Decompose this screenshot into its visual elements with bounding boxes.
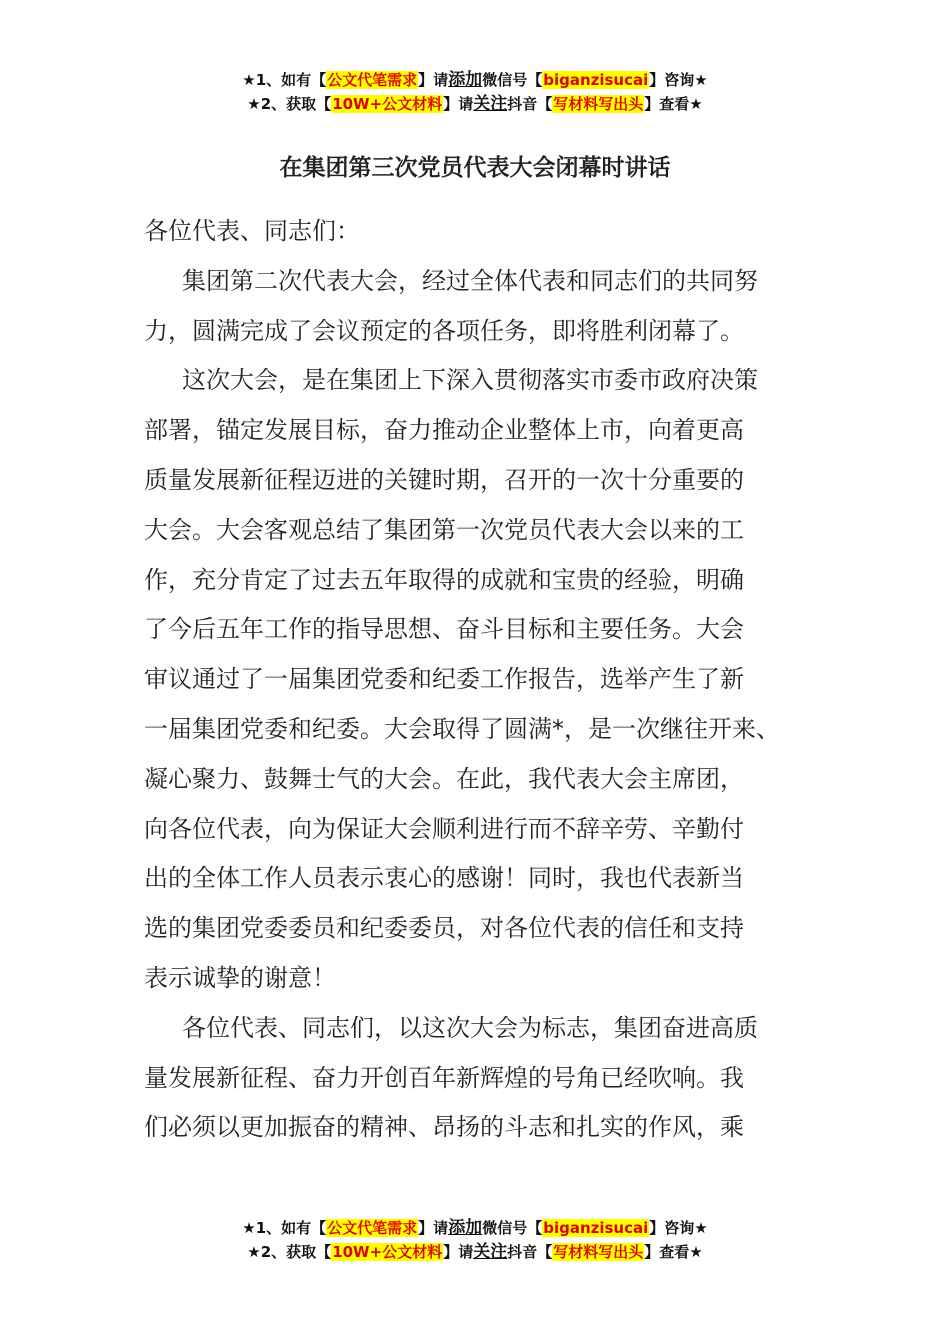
banner-text: 】请 <box>443 95 474 113</box>
text-line: 大会。大会客观总结了集团第一次党员代表大会以来的工 <box>144 515 744 544</box>
highlight-text: biganzisucai <box>543 1219 649 1237</box>
document-body <box>144 207 824 1153</box>
banner-text: ★1、如有【 <box>242 1219 327 1237</box>
emphasis-text: 关注 <box>473 94 508 114</box>
text-line: 出的全体工作人员表示衷心的感谢！同时，我也代表新当 <box>144 864 744 893</box>
text-line: 作，充分肯定了过去五年取得的成就和宝贵的经验，明确 <box>144 565 744 594</box>
paragraph <box>144 356 824 1003</box>
paragraph <box>144 257 824 357</box>
banner-text: 微信号【 <box>482 1219 543 1237</box>
highlight-text: 写材料写出头 <box>553 95 644 113</box>
banner-text: 】查看★ <box>644 95 703 113</box>
banner-text: 】查看★ <box>644 1243 703 1261</box>
banner-text: 】请 <box>443 1243 474 1261</box>
footer-banner <box>0 1216 950 1264</box>
highlight-text: 写材料写出头 <box>553 1243 644 1261</box>
banner-text: 】请 <box>418 71 449 89</box>
banner-text: 抖音【 <box>507 1243 553 1261</box>
text-line: 一届集团党委和纪委。大会取得了圆满*，是一次继往开来、 <box>144 714 780 743</box>
text-line: 各位代表、同志们，以这次大会为标志，集团奋进高质 <box>182 1013 758 1042</box>
banner-line-1 <box>0 1216 950 1240</box>
text-line: 了今后五年工作的指导思想、奋斗目标和主要任务。大会 <box>144 615 744 644</box>
text-line: 选的集团党委委员和纪委委员，对各位代表的信任和支持 <box>144 914 744 943</box>
highlight-text: biganzisucai <box>543 71 649 89</box>
emphasis-text: 关注 <box>473 1242 508 1262</box>
text-line: 审议通过了一届集团党委和纪委工作报告，选举产生了新 <box>144 665 744 694</box>
paragraph <box>144 1004 824 1153</box>
banner-text: ★2、获取【 <box>247 1243 332 1261</box>
text-line: 这次大会，是在集团上下深入贯彻落实市委市政府决策 <box>182 366 758 395</box>
text-line: 凝心聚力、鼓舞士气的大会。在此，我代表大会主席团， <box>144 764 744 793</box>
banner-text: 抖音【 <box>507 95 553 113</box>
text-line: 质量发展新征程迈进的关键时期，召开的一次十分重要的 <box>144 465 744 494</box>
header-banner <box>0 68 950 116</box>
banner-text: 微信号【 <box>482 71 543 89</box>
text-line: 部署，锚定发展目标，奋力推动企业整体上市，向着更高 <box>144 416 744 445</box>
highlight-text: 10W+公文材料 <box>332 1243 443 1261</box>
text-line: 力，圆满完成了会议预定的各项任务，即将胜利闭幕了。 <box>144 316 744 345</box>
highlight-text: 公文代笔需求 <box>327 1219 418 1237</box>
text-line: 集团第二次代表大会，经过全体代表和同志们的共同努 <box>182 266 758 295</box>
banner-text: 】咨询★ <box>649 71 708 89</box>
banner-line-2 <box>0 1240 950 1264</box>
text-line: 量发展新征程、奋力开创百年新辉煌的号角已经吹响。我 <box>144 1063 744 1092</box>
text-line: 表示诚挚的谢意！ <box>144 963 336 992</box>
document-title: 在集团第三次党员代表大会闭幕时讲话 <box>279 155 671 181</box>
emphasis-text: 添加 <box>448 1218 483 1238</box>
banner-text: 】请 <box>418 1219 449 1237</box>
banner-line-2 <box>0 92 950 116</box>
salutation: 各位代表、同志们： <box>144 217 360 245</box>
banner-text: 】咨询★ <box>649 1219 708 1237</box>
highlight-text: 10W+公文材料 <box>332 95 443 113</box>
text-line: 向各位代表，向为保证大会顺利进行而不辞辛劳、辛勤付 <box>144 814 744 843</box>
highlight-text: 公文代笔需求 <box>327 71 418 89</box>
banner-line-1 <box>0 68 950 92</box>
banner-text: ★2、获取【 <box>247 95 332 113</box>
text-line: 们必须以更加振奋的精神、昂扬的斗志和扎实的作风，乘 <box>144 1113 744 1142</box>
banner-text: ★1、如有【 <box>242 71 327 89</box>
emphasis-text: 添加 <box>448 70 483 90</box>
